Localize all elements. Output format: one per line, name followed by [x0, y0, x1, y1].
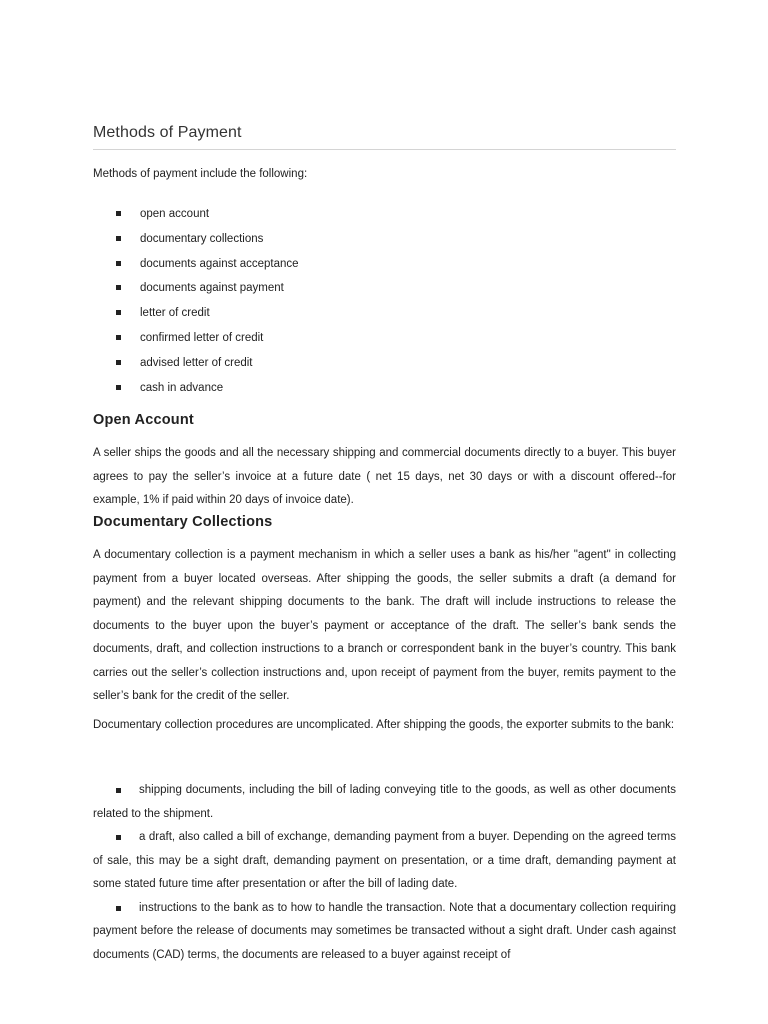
square-bullet-icon [116, 385, 121, 390]
list-item: letter of credit [93, 303, 299, 328]
page-title: Methods of Payment [93, 124, 242, 141]
square-bullet-icon [116, 360, 121, 365]
list-item: confirmed letter of credit [93, 328, 299, 353]
square-bullet-icon [116, 261, 121, 266]
square-bullet-icon [116, 236, 121, 241]
title-divider [93, 149, 676, 150]
list-item: instructions to the bank as to how to handle the transaction. Note that a documentary collection requiring payment before the release of documents may sometimes be transacted without a sight draft. Under cash against documents (CAD) terms, the documents are released to a buyer against receipt of [93, 901, 676, 961]
open-account-paragraph: A seller ships the goods and all the necessary shipping and commercial documents directly to a buyer. This buyer agrees to pay the seller’s invoice at a future date ( net 15 days, net 30 days or with a discount offered--for example, 1% if paid within 20 days of invoice date). [93, 447, 676, 506]
documentary-collections-paragraph: A documentary collection is a payment mechanism in which a seller uses a bank as his/her "agent" in collecting payment from a buyer located overseas. After shipping the goods, the seller submits a draft (a demand for payment) and the relevant shipping documents to the bank. The draft will include instructions to release the documents to the buyer upon the buyer’s payment or acceptance of the draft. The seller’s bank sends the documents, draft, and collection instructions to a branch or correspondent bank in the buyer’s country. This bank carries out the seller’s collection instructions and, upon receipt of payment from the buyer, remits payment to the seller’s bank for the credit of the seller. [93, 549, 676, 702]
square-bullet-icon [116, 835, 121, 840]
list-item: documents against payment [93, 278, 299, 303]
open-account-heading: Open Account [93, 412, 194, 428]
list-item: cash in advance [93, 378, 299, 403]
square-bullet-icon [116, 285, 121, 290]
list-item: a draft, also called a bill of exchange, demanding payment from a buyer. Depending on the agreed terms of sale, this may be a sight draft, demanding payment on presentation, or a time draft, demanding payment at some stated future time after presentation or after the bill of lading date. [93, 831, 676, 890]
list-item: documentary collections [93, 229, 299, 254]
procedures-paragraph: Documentary collection procedures are uncomplicated. After shipping the goods, the exporter submits to the bank: [93, 719, 675, 731]
list-item: advised letter of credit [93, 353, 299, 378]
square-bullet-icon [116, 310, 121, 315]
payment-methods-list [93, 204, 299, 402]
square-bullet-icon [116, 335, 121, 340]
square-bullet-icon [116, 788, 121, 793]
list-item: shipping documents, including the bill of lading conveying title to the goods, as well as other documents related to the shipment. [93, 784, 676, 820]
submitted-documents-list [93, 779, 676, 967]
list-item: documents against acceptance [93, 254, 299, 279]
documentary-collections-heading: Documentary Collections [93, 514, 273, 530]
square-bullet-icon [116, 211, 121, 216]
square-bullet-icon [116, 906, 121, 911]
intro-text: Methods of payment include the following: [93, 168, 308, 180]
list-item: open account [93, 204, 299, 229]
